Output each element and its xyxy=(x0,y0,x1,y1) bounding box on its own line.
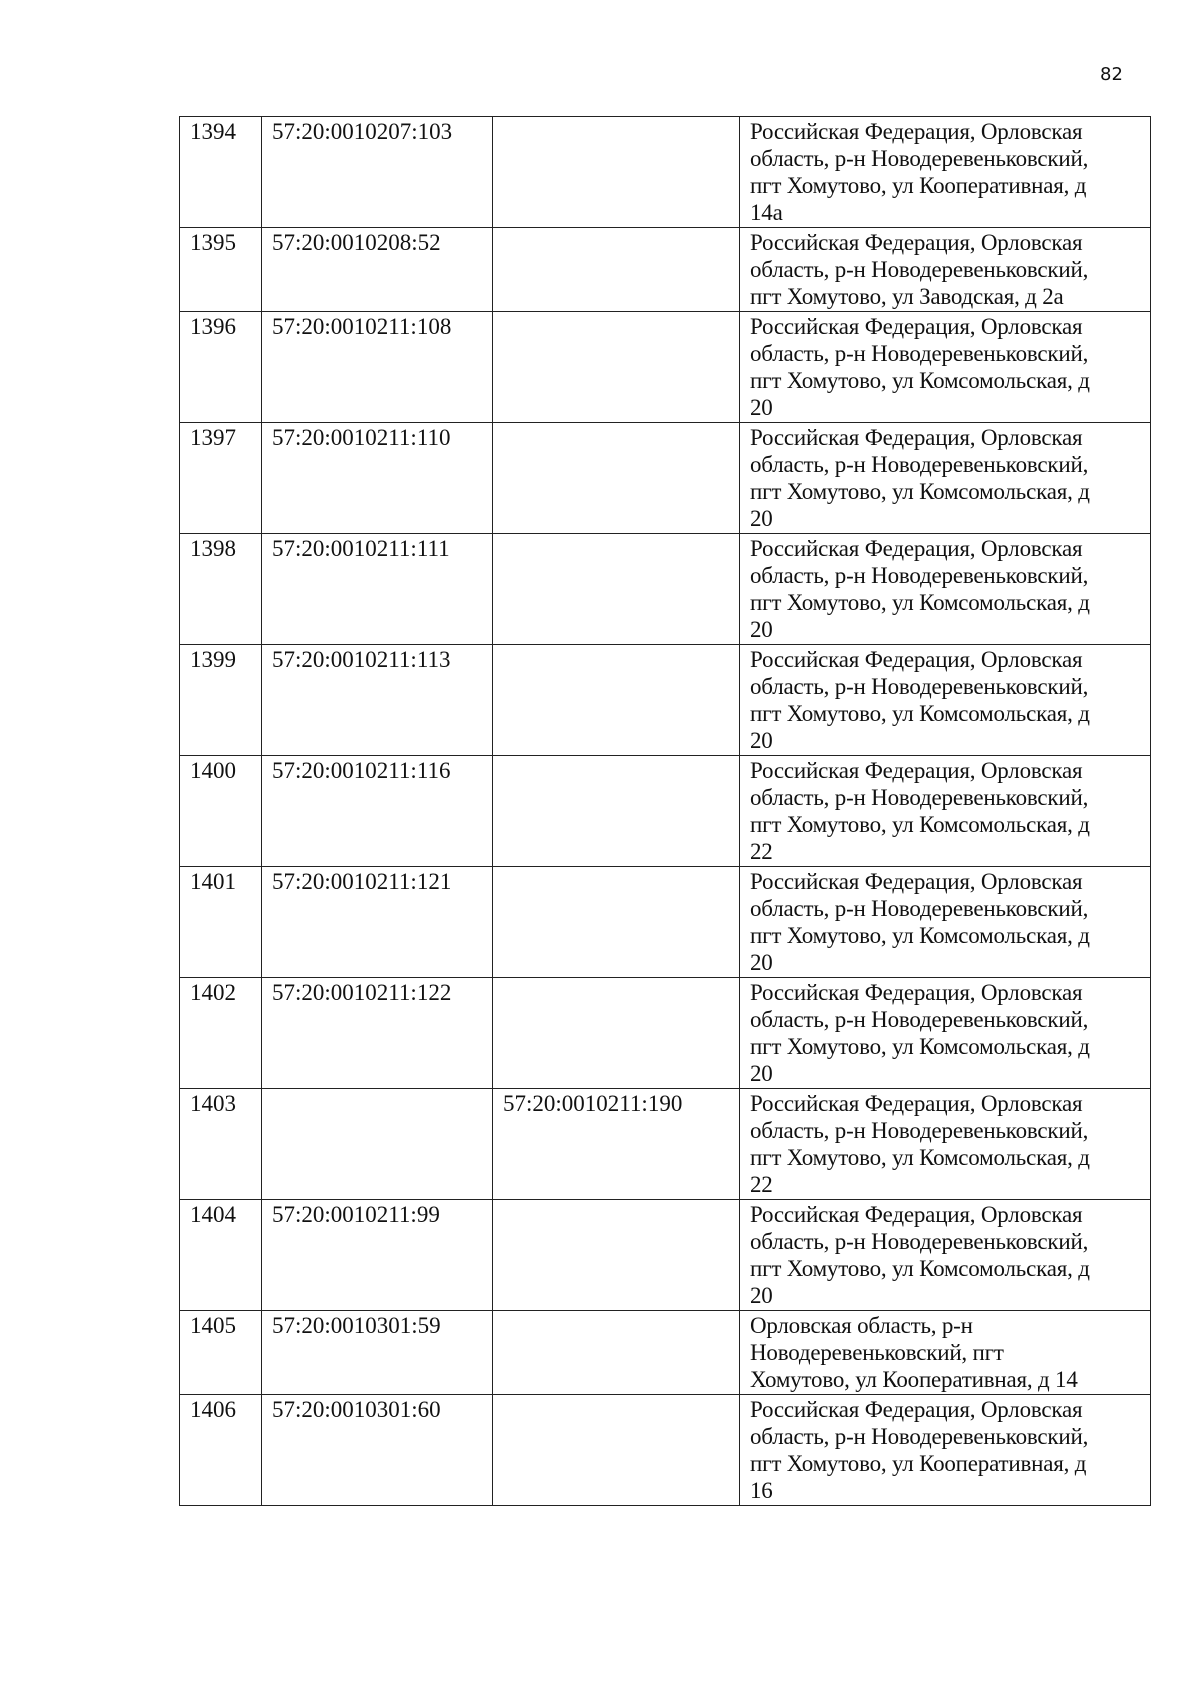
cadastral-number: 57:20:0010211:121 xyxy=(262,867,493,978)
address: Российская Федерация, Орловская область, р-н Новодеревеньковский, пгт Хомутово, ул Комсомольская, д 20 xyxy=(740,978,1151,1089)
table-row xyxy=(180,756,1151,867)
table-row xyxy=(180,867,1151,978)
page-number: 82 xyxy=(1100,64,1123,85)
address: Российская Федерация, Орловская область, р-н Новодеревеньковский, пгт Хомутово, ул Комсомольская, д 20 xyxy=(740,534,1151,645)
cadastral-number xyxy=(262,1089,493,1200)
row-number: 1404 xyxy=(180,1200,262,1311)
cadastral-number: 57:20:0010301:59 xyxy=(262,1311,493,1395)
cadastral-number: 57:20:0010211:122 xyxy=(262,978,493,1089)
address: Российская Федерация, Орловская область, р-н Новодеревеньковский, пгт Хомутово, ул Комсомольская, д 20 xyxy=(740,423,1151,534)
cadastral-number: 57:20:0010211:108 xyxy=(262,312,493,423)
row-number: 1400 xyxy=(180,756,262,867)
linked-cadastral-number xyxy=(493,117,740,228)
row-number: 1394 xyxy=(180,117,262,228)
address: Российская Федерация, Орловская область, р-н Новодеревеньковский, пгт Хомутово, ул Комсомольская, д 20 xyxy=(740,1200,1151,1311)
cadastral-number: 57:20:0010211:110 xyxy=(262,423,493,534)
cadastral-number: 57:20:0010207:103 xyxy=(262,117,493,228)
row-number: 1396 xyxy=(180,312,262,423)
address: Российская Федерация, Орловская область, р-н Новодеревеньковский, пгт Хомутово, ул Кооперативная, д 16 xyxy=(740,1395,1151,1506)
row-number: 1406 xyxy=(180,1395,262,1506)
cadastral-number: 57:20:0010211:111 xyxy=(262,534,493,645)
row-number: 1397 xyxy=(180,423,262,534)
table-row xyxy=(180,1395,1151,1506)
row-number: 1398 xyxy=(180,534,262,645)
linked-cadastral-number xyxy=(493,1395,740,1506)
row-number: 1401 xyxy=(180,867,262,978)
linked-cadastral-number xyxy=(493,228,740,312)
cadastral-number: 57:20:0010301:60 xyxy=(262,1395,493,1506)
table-row xyxy=(180,534,1151,645)
linked-cadastral-number xyxy=(493,867,740,978)
address: Российская Федерация, Орловская область, р-н Новодеревеньковский, пгт Хомутово, ул Комсомольская, д 22 xyxy=(740,1089,1151,1200)
table-row xyxy=(180,117,1151,228)
address: Российская Федерация, Орловская область, р-н Новодеревеньковский, пгт Хомутово, ул Комсомольская, д 20 xyxy=(740,867,1151,978)
address: Российская Федерация, Орловская область, р-н Новодеревеньковский, пгт Хомутово, ул Комсомольская, д 20 xyxy=(740,645,1151,756)
linked-cadastral-number xyxy=(493,312,740,423)
table-row xyxy=(180,1200,1151,1311)
linked-cadastral-number xyxy=(493,534,740,645)
address: Российская Федерация, Орловская область, р-н Новодеревеньковский, пгт Хомутово, ул Заводская, д 2а xyxy=(740,228,1151,312)
table-row xyxy=(180,1089,1151,1200)
linked-cadastral-number xyxy=(493,1311,740,1395)
cadastral-number: 57:20:0010211:99 xyxy=(262,1200,493,1311)
table-row xyxy=(180,978,1151,1089)
linked-cadastral-number xyxy=(493,978,740,1089)
table-row xyxy=(180,423,1151,534)
address: Российская Федерация, Орловская область, р-н Новодеревеньковский, пгт Хомутово, ул Кооперативная, д 14а xyxy=(740,117,1151,228)
address: Орловская область, р-н Новодеревеньковский, пгт Хомутово, ул Кооперативная, д 14 xyxy=(740,1311,1151,1395)
registry-table xyxy=(179,116,1151,1506)
cadastral-number: 57:20:0010211:113 xyxy=(262,645,493,756)
row-number: 1399 xyxy=(180,645,262,756)
table-row xyxy=(180,1311,1151,1395)
cadastral-number: 57:20:0010208:52 xyxy=(262,228,493,312)
address: Российская Федерация, Орловская область, р-н Новодеревеньковский, пгт Хомутово, ул Комсомольская, д 22 xyxy=(740,756,1151,867)
linked-cadastral-number xyxy=(493,645,740,756)
address: Российская Федерация, Орловская область, р-н Новодеревеньковский, пгт Хомутово, ул Комсомольская, д 20 xyxy=(740,312,1151,423)
row-number: 1405 xyxy=(180,1311,262,1395)
linked-cadastral-number xyxy=(493,1200,740,1311)
linked-cadastral-number xyxy=(493,423,740,534)
linked-cadastral-number xyxy=(493,756,740,867)
table-row xyxy=(180,312,1151,423)
row-number: 1395 xyxy=(180,228,262,312)
table-row xyxy=(180,645,1151,756)
row-number: 1403 xyxy=(180,1089,262,1200)
row-number: 1402 xyxy=(180,978,262,1089)
linked-cadastral-number: 57:20:0010211:190 xyxy=(493,1089,740,1200)
cadastral-number: 57:20:0010211:116 xyxy=(262,756,493,867)
table-row xyxy=(180,228,1151,312)
